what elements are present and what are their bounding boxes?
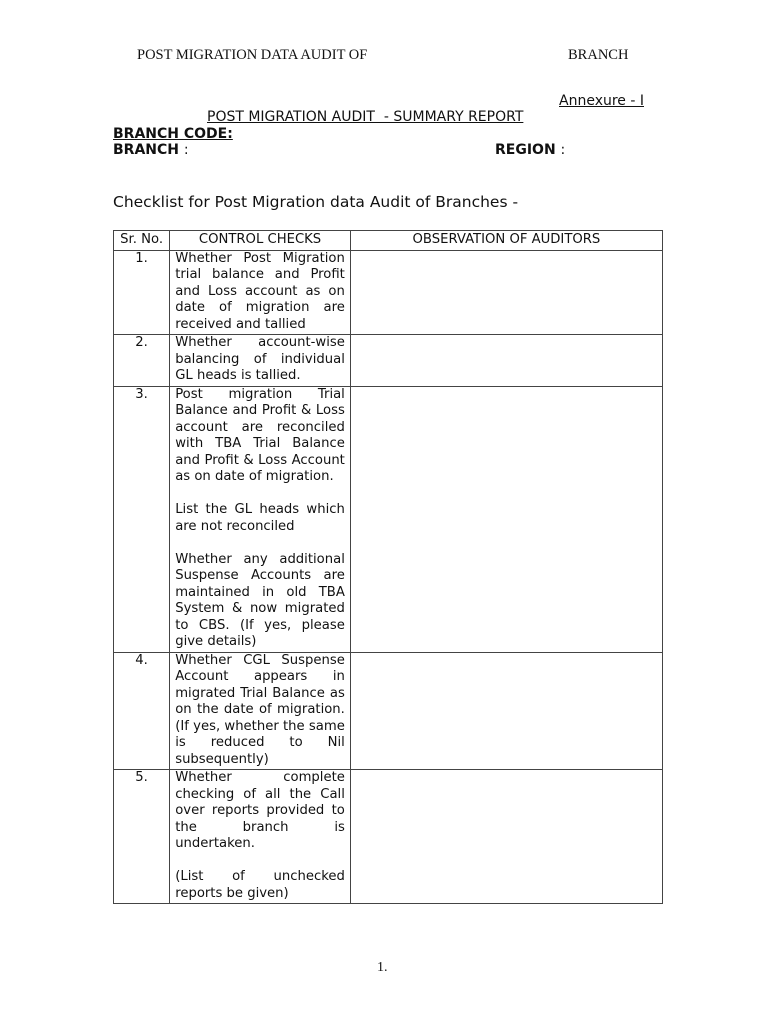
branch-label: BRANCH [113,142,179,158]
table-row [114,250,663,335]
observation-cell[interactable] [350,335,662,387]
sr-no-cell: 3. [114,386,170,652]
control-check-text: Whether complete checking of all the Call over reports provided to the branch is undertaken. [175,770,345,851]
header-title: POST MIGRATION DATA AUDIT OF [137,47,368,63]
paragraph-gap [175,486,345,503]
region-field [495,142,565,158]
page-number: 1. [377,960,388,975]
control-check-text: Post migration Trial Balance and Profit & Loss account are reconciled with TBA Trial Balance and Profit & Loss Account as on date of migration. [175,386,345,484]
observation-cell[interactable] [350,652,662,770]
table-body [114,250,663,904]
branch-colon: : [183,142,189,158]
table-header-row [114,231,663,251]
header-sr-no: Sr. No. [114,231,170,251]
report-title: POST MIGRATION AUDIT - SUMMARY REPORT [207,109,524,125]
control-check-text: (List of unchecked reports be given) [175,869,345,901]
region-label: REGION [495,142,556,158]
observation-cell[interactable] [350,386,662,652]
table-row [114,335,663,387]
control-check-text: Whether Post Migration trial balance and Profit and Loss account as on date of migration are received and tallied [175,250,345,332]
paragraph-gap [175,535,345,552]
control-check-cell [170,335,351,387]
control-check-cell [170,652,351,770]
header-observation: OBSERVATION OF AUDITORS [350,231,662,251]
sr-no-cell: 5. [114,770,170,904]
observation-cell[interactable] [350,770,662,904]
control-check-cell [170,386,351,652]
paragraph-gap [175,853,345,870]
control-check-text: Whether any additional Suspense Accounts are maintained in old TBA System & now migrated to CBS. (If yes, please give details) [175,551,345,649]
header-branch: BRANCH [568,47,629,63]
annexure-label: Annexure - I [559,93,644,109]
audit-checklist-table [113,230,663,904]
table-row [114,652,663,770]
control-check-cell [170,250,351,335]
checklist-heading: Checklist for Post Migration data Audit of Branches - [113,193,519,211]
branch-field [113,142,189,158]
region-colon: : [560,142,566,158]
observation-cell[interactable] [350,250,662,335]
sr-no-cell: 2. [114,335,170,387]
sr-no-cell: 1. [114,250,170,335]
control-check-text: Whether account-wise balancing of individual GL heads is tallied. [175,335,345,383]
control-check-cell [170,770,351,904]
control-check-text: Whether CGL Suspense Account appears in migrated Trial Balance as on the date of migration. (If yes, whether the same is reduced to Nil subsequently) [175,652,345,767]
control-check-text: List the GL heads which are not reconciled [175,502,345,534]
branch-code-label: BRANCH CODE: [113,126,233,142]
header-control-checks: CONTROL CHECKS [170,231,351,251]
table-row [114,386,663,652]
sr-no-cell: 4. [114,652,170,770]
table-row [114,770,663,904]
